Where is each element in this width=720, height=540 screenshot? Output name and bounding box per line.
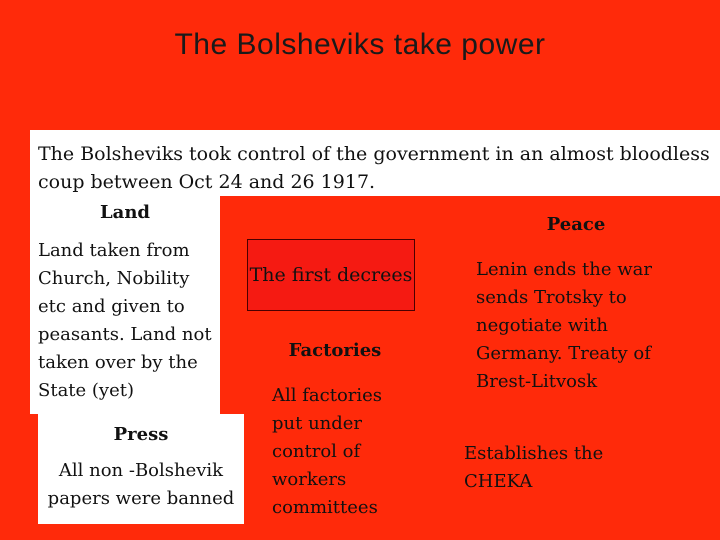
factories-text: All factories put under control of workers committees	[272, 385, 383, 518]
press-box	[38, 414, 244, 524]
press-text: All non -Bolshevik papers were banned	[47, 460, 235, 509]
peace-text: Lenin ends the war sends Trotsky to negotiate with Germany. Treaty of Brest-Litvosk	[476, 259, 652, 392]
factories-heading: Factories	[288, 340, 382, 361]
slide-title: The Bolsheviks take power	[174, 28, 546, 61]
land-text: Land taken from Church, Nobility etc and given to peasants. Land not taken over by the State (yet)	[38, 240, 212, 401]
cheka-text: Establishes the CHEKA	[464, 443, 604, 492]
land-box	[30, 196, 220, 414]
peace-heading: Peace	[546, 214, 606, 235]
press-heading: Press	[113, 424, 169, 445]
intro-text: The Bolsheviks took control of the government in an almost bloodless coup between Oct 24 and 26 1917.	[30, 130, 720, 196]
first-decrees-label: The first decrees	[249, 264, 413, 286]
first-decrees-box	[247, 239, 415, 311]
land-heading: Land	[100, 202, 150, 223]
